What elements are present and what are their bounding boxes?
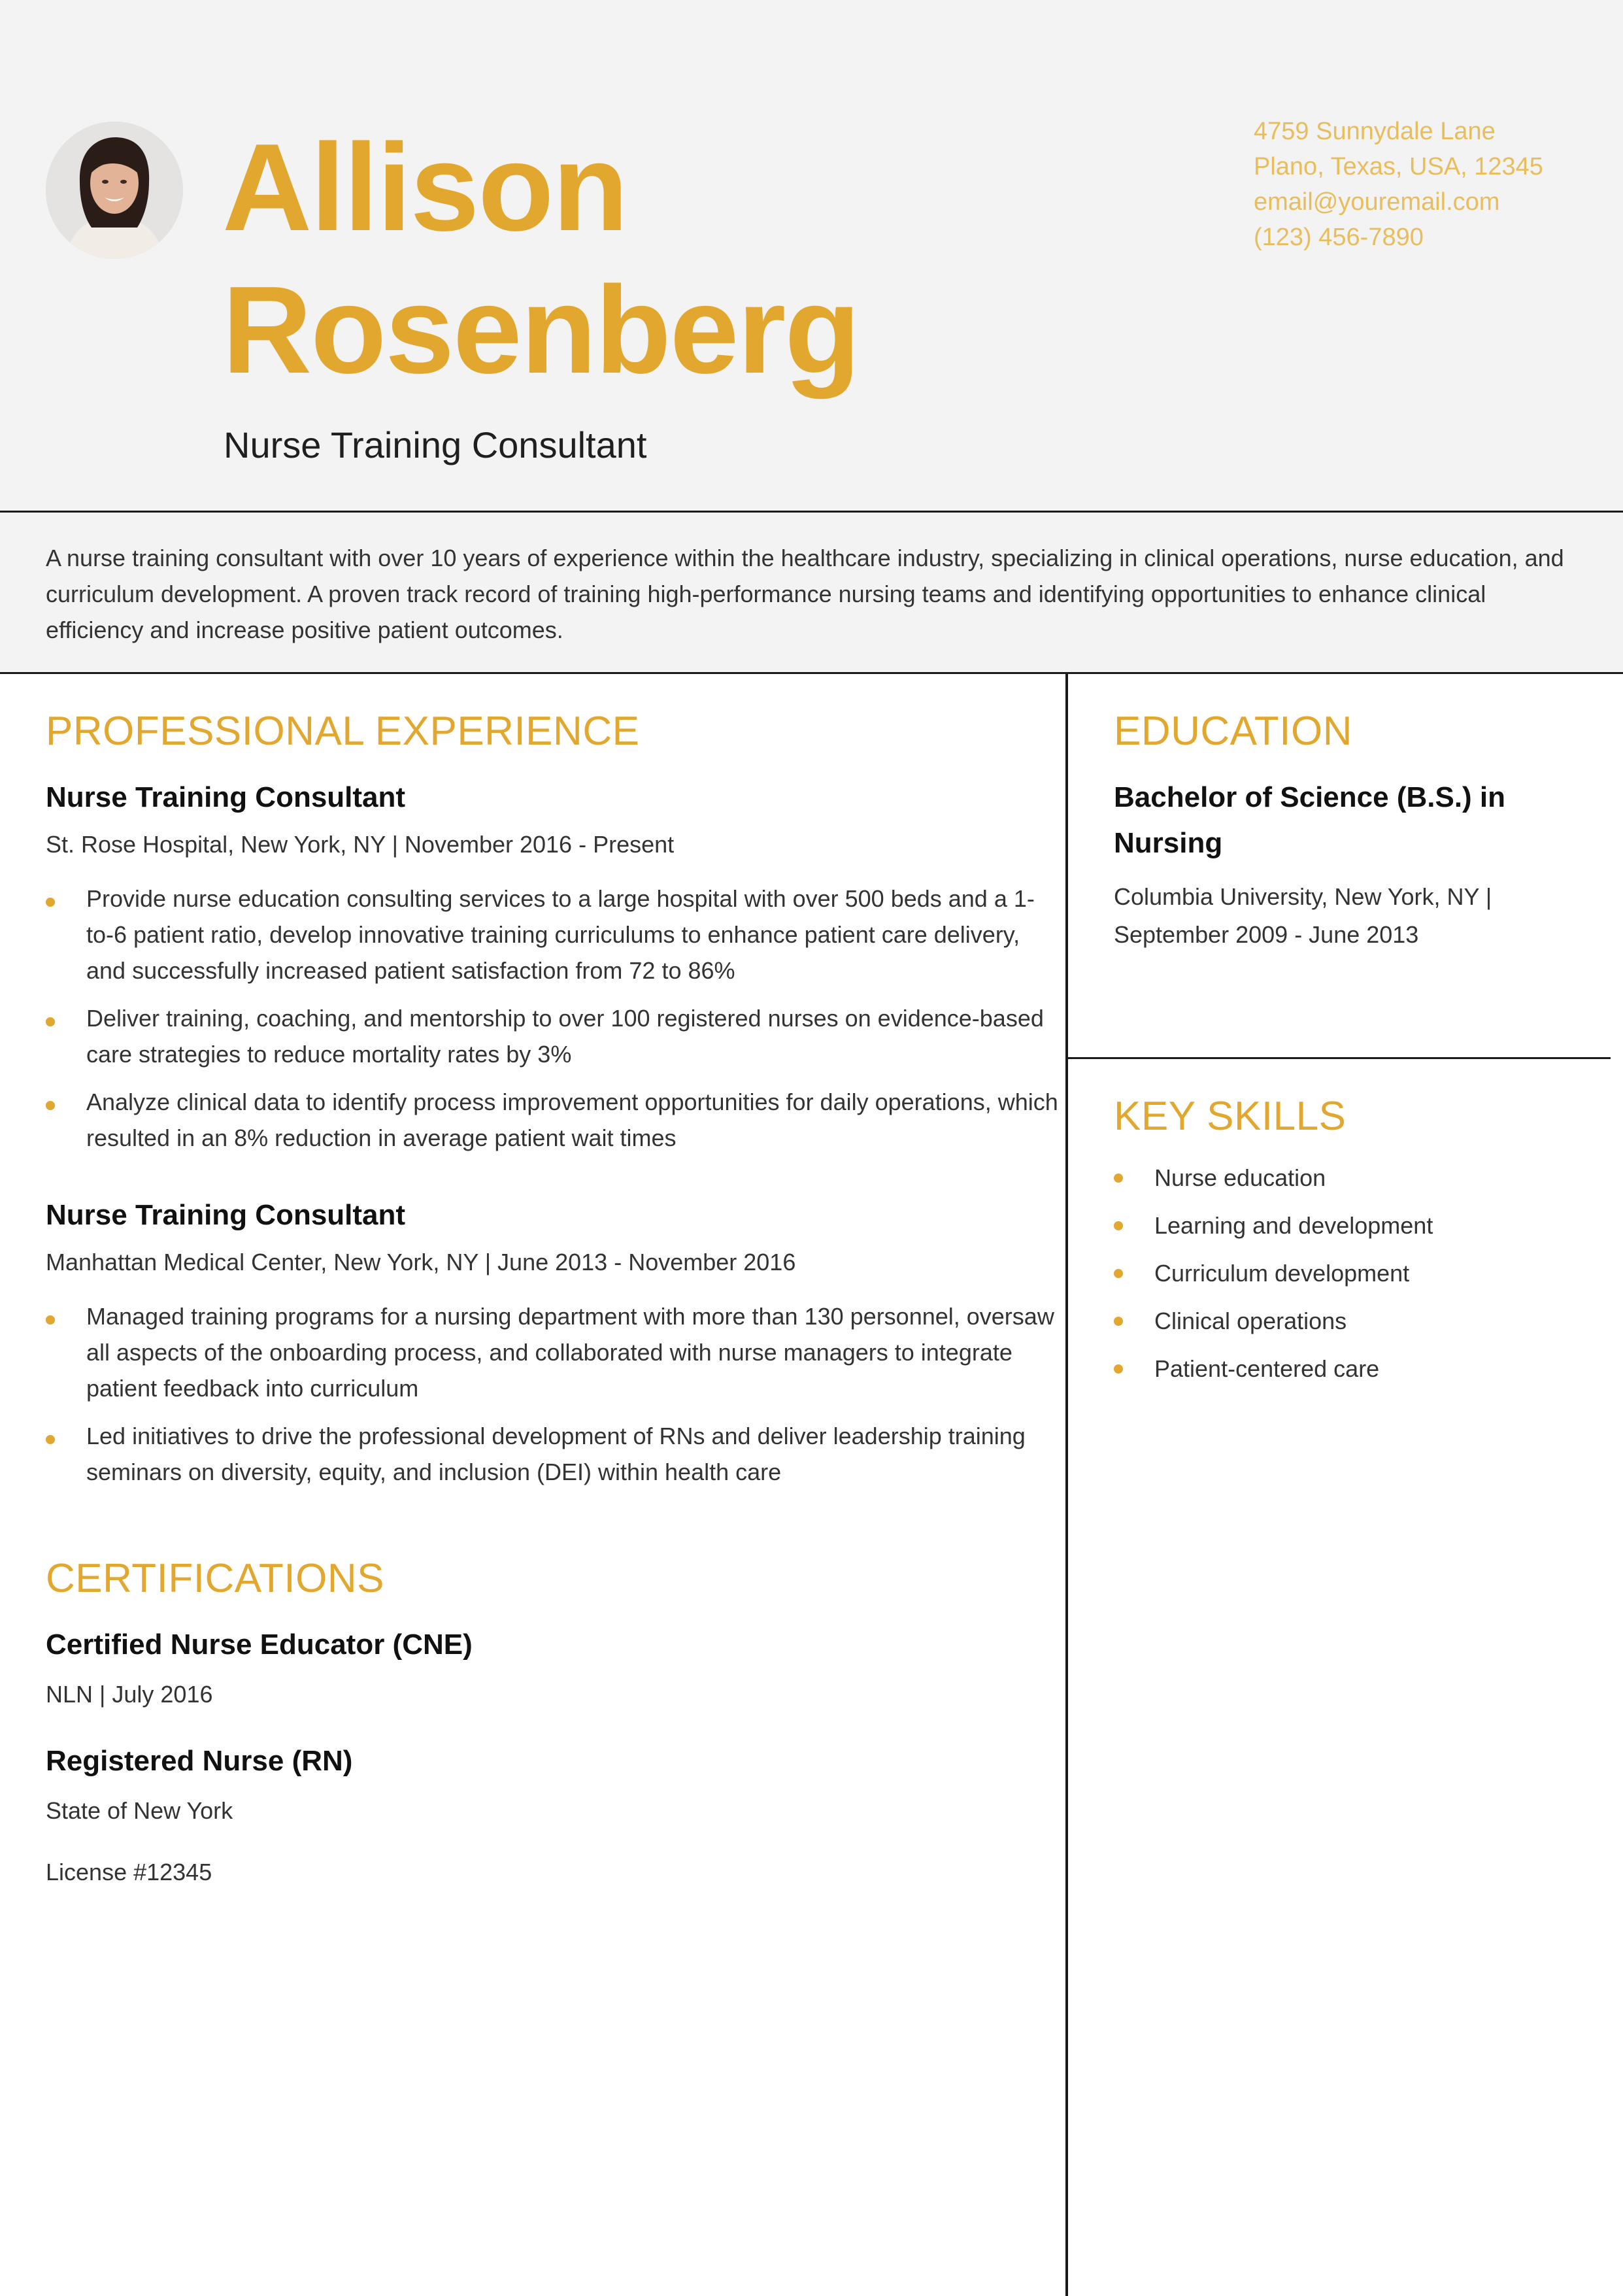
bullet-icon	[1114, 1221, 1123, 1230]
list-item	[1114, 1202, 1571, 1249]
candidate-name	[222, 116, 859, 401]
job-bullets	[46, 1298, 1054, 1490]
contact-phone: (123) 456-7890	[1254, 224, 1424, 251]
bullet-icon	[1114, 1364, 1123, 1374]
job-entry-meta: Manhattan Medical Center, New York, NY | June 2013 - November 2016	[46, 1249, 796, 1275]
certification-entry	[46, 1738, 1033, 1891]
list-item	[1114, 1154, 1571, 1202]
certification-title: Registered Nurse (RN)	[46, 1745, 353, 1777]
list-item	[1114, 1345, 1571, 1393]
avatar-illustration	[46, 122, 183, 259]
job-entry-title: Nurse Training Consultant	[46, 781, 406, 813]
last-name: Rosenberg	[222, 261, 860, 399]
resume-header	[0, 0, 1623, 513]
certifications-heading: CERTIFICATIONS	[46, 1556, 384, 1601]
contact-city: Plano, Texas, USA, 12345	[1254, 153, 1543, 180]
right-column	[1114, 674, 1591, 1382]
bullet-text: Led initiatives to drive the professional development of RNs and deliver leadership training seminars on diversity, equity, and inclusion (DEI) within health care	[86, 1423, 1026, 1485]
skill-text: Nurse education	[1154, 1164, 1326, 1191]
skills-list	[1114, 1154, 1571, 1393]
bullet-icon	[46, 1435, 55, 1444]
job-entry	[46, 1192, 1054, 1490]
left-column	[46, 674, 1058, 1891]
job-entry-title: Nurse Training Consultant	[46, 1199, 406, 1231]
list-item	[1114, 1249, 1571, 1297]
bullet-icon	[46, 1101, 55, 1110]
profile-photo	[46, 122, 183, 259]
education-heading: EDUCATION	[1114, 709, 1353, 754]
list-item	[46, 1418, 1060, 1490]
contact-address: 4759 Sunnydale Lane	[1254, 118, 1496, 145]
certification-entry	[46, 1622, 1033, 1714]
experience-heading: PROFESSIONAL EXPERIENCE	[46, 709, 640, 754]
skill-text: Learning and development	[1154, 1212, 1433, 1239]
list-item	[46, 1084, 1060, 1156]
right-section-divider	[1068, 1057, 1611, 1059]
education-school: Columbia University, New York, NY | September 2009 - June 2013	[1114, 883, 1492, 948]
skill-text: Clinical operations	[1154, 1308, 1347, 1334]
skills-heading: KEY SKILLS	[1114, 1094, 1347, 1139]
contact-email[interactable]: email@youremail.com	[1254, 188, 1500, 216]
bullet-icon	[46, 1017, 55, 1026]
contact-block	[1254, 114, 1543, 255]
bullet-text: Deliver training, coaching, and mentorship to over 100 registered nurses on evidence-based care strategies to reduce mortality rates by 3%	[86, 1005, 1044, 1068]
profile-summary: A nurse training consultant with over 10 years of experience within the healthcare industry, specializing in clinical operations, nurse education, and curriculum development. A proven track record of training high-performance nursing teams and identifying opportunities to enhance clinical efficiency and increase positive patient outcomes.	[0, 513, 1623, 674]
bullet-icon	[46, 1315, 55, 1325]
bullet-icon	[46, 898, 55, 907]
column-divider	[1065, 674, 1068, 2296]
bullet-icon	[1114, 1269, 1123, 1278]
job-title: Nurse Training Consultant	[224, 424, 647, 465]
certification-detail: License #12345	[46, 1859, 212, 1885]
certification-title: Certified Nurse Educator (CNE)	[46, 1629, 473, 1661]
bullet-icon	[1114, 1173, 1123, 1183]
job-entry-meta: St. Rose Hospital, New York, NY | November 2016 - Present	[46, 831, 675, 858]
list-item	[46, 881, 1060, 988]
list-item	[1114, 1297, 1571, 1345]
certification-detail: State of New York	[46, 1797, 233, 1824]
first-name: Allison	[222, 118, 627, 257]
bullet-icon	[1114, 1317, 1123, 1326]
bullet-text: Managed training programs for a nursing department with more than 130 personnel, oversaw all aspects of the onboarding process, and collaborated with nurse managers to integrate patient feedback into curriculum	[86, 1303, 1054, 1402]
list-item	[46, 1298, 1060, 1406]
list-item	[46, 1000, 1060, 1072]
education-degree: Bachelor of Science (B.S.) in Nursing	[1114, 781, 1506, 859]
certification-detail: NLN | July 2016	[46, 1681, 213, 1708]
bullet-text: Provide nurse education consulting services to a large hospital with over 500 beds and a 1-to-6 patient ratio, develop innovative training curriculums to enhance patient care delivery, and successfully increased patient satisfaction from 72 to 86%	[86, 885, 1035, 984]
bullet-text: Analyze clinical data to identify process improvement opportunities for daily operations, which resulted in an 8% reduction in average patient wait times	[86, 1089, 1058, 1151]
skill-text: Curriculum development	[1154, 1260, 1410, 1287]
job-entry	[46, 775, 1058, 1156]
job-bullets	[46, 881, 1058, 1156]
skill-text: Patient-centered care	[1154, 1355, 1380, 1382]
